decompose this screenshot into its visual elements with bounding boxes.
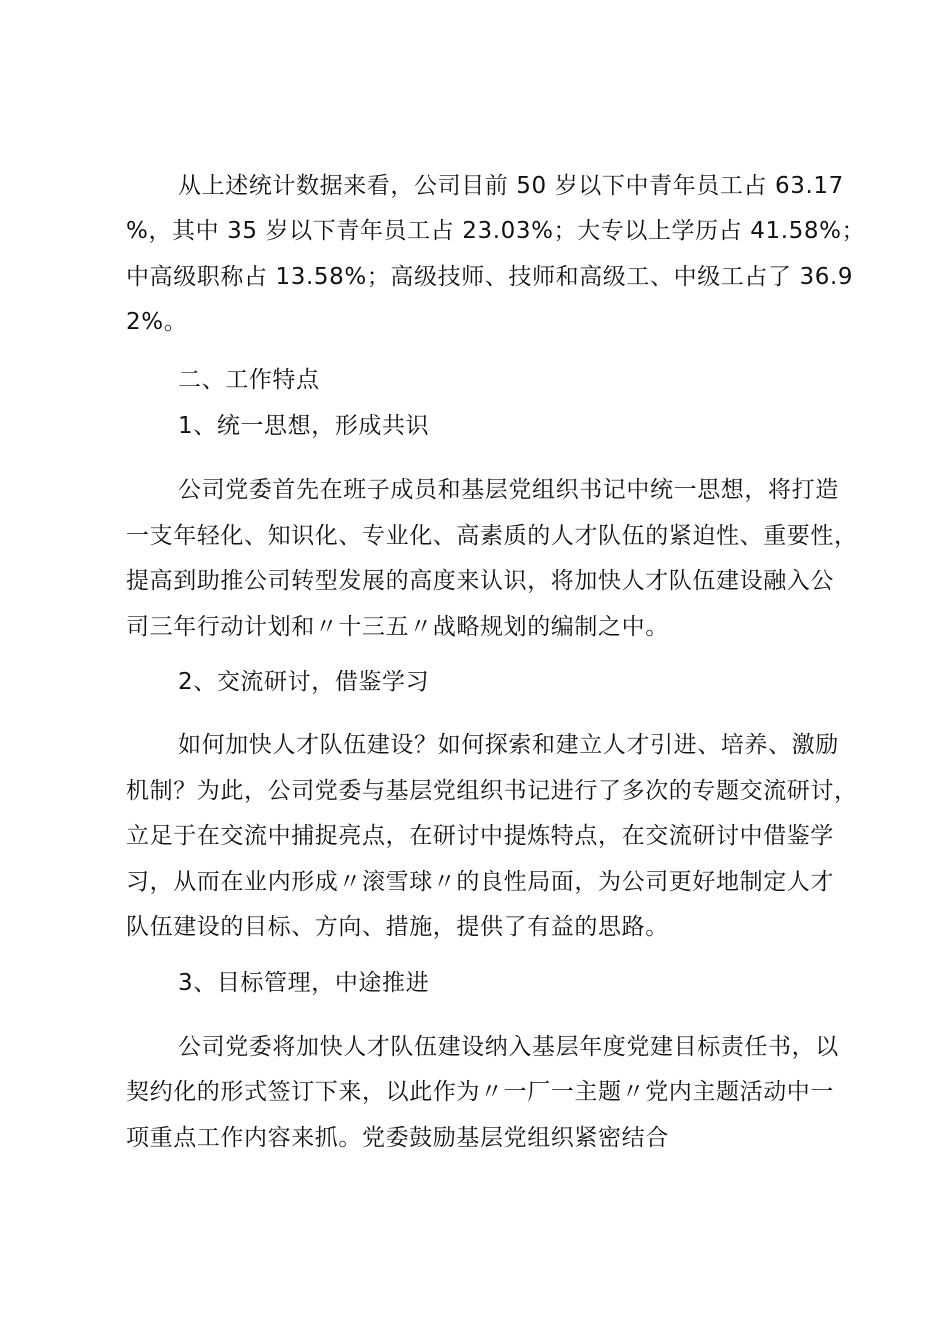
paragraph-line: 项重点工作内容来抓。党委鼓励基层党组织紧密结合 bbox=[126, 1125, 669, 1151]
paragraph-line: 从上述统计数据来看，公司目前 50 岁以下中青年员工占 63.17 bbox=[178, 173, 844, 199]
paragraph-line: 提高到助推公司转型发展的高度来认识，将加快人才队伍建设融入公 bbox=[126, 568, 834, 594]
paragraph-line: 司三年行动计划和〃十三五〃战略规划的编制之中。 bbox=[126, 614, 669, 640]
paragraph-line: 公司党委将加快人才队伍建设纳入基层年度党建目标责任书，以 bbox=[178, 1034, 839, 1060]
paragraph-line: 机制？为此，公司党委与基层党组织书记进行了多次的专题交流研讨， bbox=[126, 778, 858, 804]
subsection-heading: 1、统一思想，形成共识 bbox=[178, 413, 430, 439]
paragraph-line: 契约化的形式签订下来，以此作为〃一厂一主题〃党内主题活动中一 bbox=[126, 1079, 834, 1105]
subsection-heading: 2、交流研讨，借鉴学习 bbox=[178, 669, 430, 695]
section-heading: 二、工作特点 bbox=[178, 367, 320, 393]
paragraph-line: 中高级职称占 13.58%；高级技师、技师和高级工、中级工占了 36.9 bbox=[126, 264, 854, 290]
paragraph-line: 公司党委首先在班子成员和基层党组织书记中统一思想，将打造 bbox=[178, 477, 839, 503]
paragraph-line: 2%。 bbox=[126, 309, 188, 335]
paragraph-line: %，其中 35 岁以下青年员工占 23.03%；大专以上学历占 41.58%； bbox=[126, 218, 866, 244]
paragraph-line: 队伍建设的目标、方向、措施，提供了有益的思路。 bbox=[126, 914, 669, 940]
paragraph-line: 如何加快人才队伍建设？如何探索和建立人才引进、培养、激励 bbox=[178, 732, 839, 758]
paragraph-line: 立足于在交流中捕捉亮点，在研讨中提炼特点，在交流研讨中借鉴学 bbox=[126, 823, 834, 849]
paragraph-line: 习，从而在业内形成〃滚雪球〃的良性局面，为公司更好地制定人才 bbox=[126, 869, 834, 895]
subsection-heading: 3、目标管理，中途推进 bbox=[178, 970, 430, 996]
paragraph-line: 一支年轻化、知识化、专业化、高素质的人才队伍的紧迫性、重要性， bbox=[126, 523, 858, 549]
